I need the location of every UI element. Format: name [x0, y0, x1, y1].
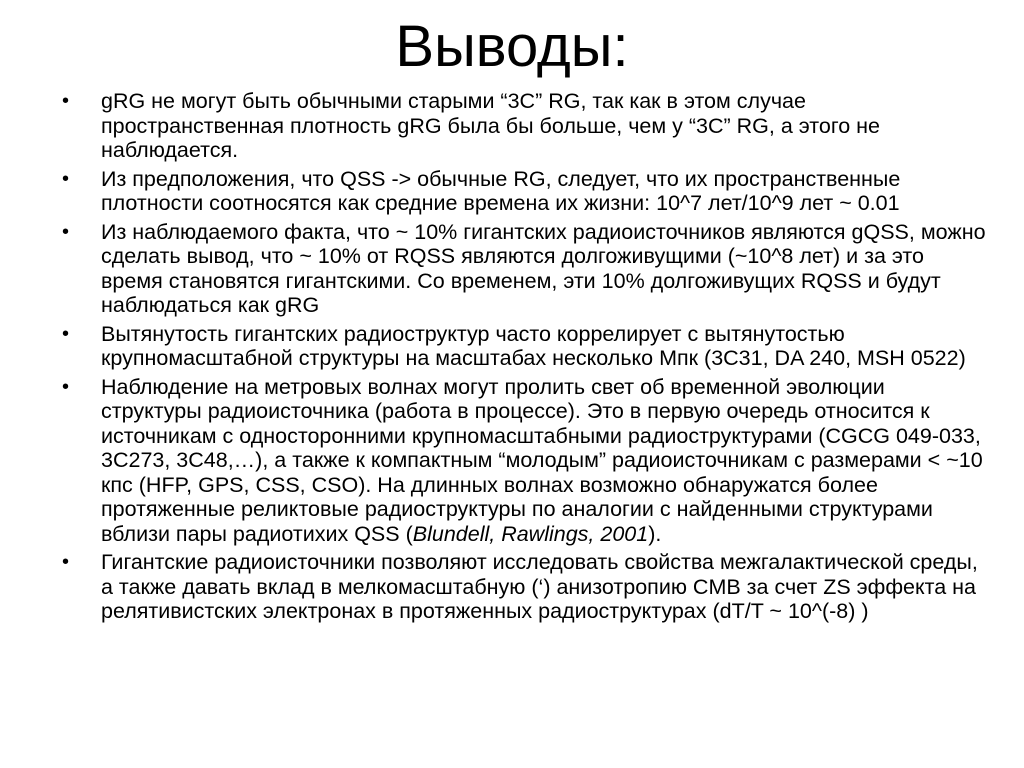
bullet-dot: •	[62, 167, 70, 190]
bullet-item	[60, 167, 990, 216]
bullet-text: Вытянутость гигантских радиоструктур часто коррелирует с вытянутостью крупномасштабной структуры на масштабах несколько Мпк (3C31, DA 240, MSH 0522)	[101, 321, 966, 370]
bullet-item	[60, 550, 990, 624]
bullet-dot: •	[62, 375, 70, 398]
bullet-dot: •	[62, 551, 70, 573]
slide-title: Выводы:	[395, 14, 629, 79]
bullet-text: Гигантские радиоисточники позволяют исследовать свойства межгалактической среды, а также давать вклад в мелкомасштабную (‘) анизотропию CMB за счет ZS эффекта на релятивистских электронах в протяженных радиоструктурах (dT/T ~ 10^(-8) )	[101, 550, 978, 623]
bullet-item	[60, 322, 990, 371]
citation: Blundell, Rawlings, 2001	[412, 521, 649, 546]
bullet-text: Из предположения, что QSS -> обычные RG, следует, что их пространственные плотности соотносятся как средние времена их жизни: 10^7 лет/10^9 лет ~ 0.01	[101, 166, 901, 215]
bullet-dot: •	[62, 90, 70, 112]
bullet-text-after-citation: ).	[648, 521, 662, 546]
bullet-text: Из наблюдаемого факта, что ~ 10% гигантских радиоисточников являются gQSS, можно сделать вывод, что ~ 10% от RQSS являются долгоживущими (~10^8 лет) и за это время становятся гигантскими. Со временем, эти 10% долгоживущих RQSS и будут наблюдаться как gRG	[101, 219, 986, 317]
bullet-list	[60, 89, 990, 628]
bullet-text: gRG не могут быть обычными старыми “3C” RG, так как в этом случае пространственная плотность gRG была бы больше, чем у “3C” RG, а этого не наблюдается.	[101, 89, 880, 162]
bullet-text-before-citation: Наблюдение на метровых волнах могут пролить свет об временной эволюции структуры радиоисточника (работа в процессе). Это в первую очередь относится к источникам с односторонними крупномасштабными радиоструктурами (CGCG 049-033, 3C273, 3C48,…), а также к компактным “молодым” радиоисточникам с размерами < ~10 кпс (HFP, GPS, CSS, CSO). На длинных волнах возможно обнаружатся более протяженные реликтовые радиоструктуры по аналогии с найденными структурами вблизи пары радиотихих QSS (	[101, 374, 983, 546]
bullet-item	[60, 220, 990, 318]
bullet-item	[60, 89, 990, 163]
bullet-dot: •	[62, 220, 70, 243]
bullet-text	[101, 375, 983, 546]
bullet-dot: •	[62, 322, 70, 345]
bullet-item	[60, 375, 990, 547]
